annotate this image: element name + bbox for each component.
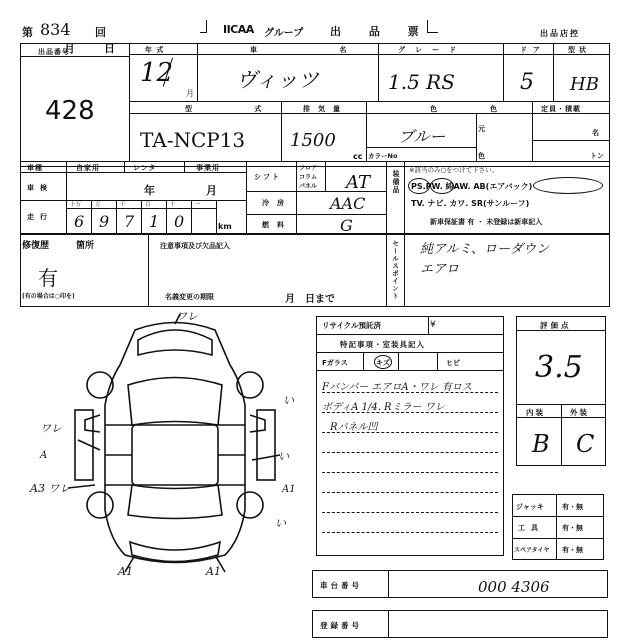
displacement-value: 1500 [290, 130, 336, 151]
cooler-label: 冷房 [262, 199, 292, 207]
inspection-year: 年 [144, 184, 155, 197]
displacement-label: 排気量 [303, 105, 348, 113]
shift-opt-floor: フロア [299, 165, 318, 172]
mileage-digit: 9 [99, 212, 110, 231]
shift-opt-panel: パネル [299, 183, 318, 190]
km-unit: km [218, 222, 232, 231]
diagram-note-right-3: A1 [282, 484, 296, 495]
sales-note-2: エアロ [420, 262, 460, 277]
usage-business-label: 事業用 [196, 164, 220, 172]
mileage-digit: 0 [174, 212, 185, 231]
glass-scratch-label: キズ [376, 359, 390, 367]
color-label-2: 色 [490, 105, 498, 113]
spare-label: スペアタイヤ [514, 547, 550, 554]
inspection-month: 月 [206, 184, 217, 197]
lane-suffix: 回 [95, 26, 106, 39]
usage-rental-label: レンタ [133, 164, 157, 172]
lane-prefix: 第 [22, 26, 33, 39]
car-body-diagram [40, 310, 310, 580]
mileage-head: 十万 [70, 202, 82, 208]
mileage-head: 千 [120, 202, 126, 208]
diagram-note-front: ワレ [176, 310, 198, 323]
special-note-3: Rパネル凹 [330, 422, 378, 433]
mileage-digit: 1 [149, 212, 160, 231]
diagram-note-right-1: い [283, 394, 294, 407]
mileage-label: 走行 [27, 213, 53, 221]
exterior-value: C [576, 430, 595, 458]
spare-yes-no: 有・無 [562, 546, 583, 554]
year-suffix: 月 [186, 89, 194, 98]
mileage-digit: 6 [74, 212, 85, 231]
shift-label: シフト [254, 173, 281, 181]
color-label: 色 [430, 105, 438, 113]
diagram-note-left-rear: A [40, 450, 48, 461]
repair-place-label: 箇所 [76, 241, 95, 251]
repair-history-label: 修復歴 [22, 241, 50, 251]
diagram-note-left-front: ワレ [40, 422, 62, 435]
inspection-label: 車検 [27, 184, 53, 192]
repair-note: (有の場合は○印を) [22, 293, 75, 300]
registration-label: 登録番号 [320, 621, 362, 630]
score-value: 3.5 [535, 350, 583, 385]
diagram-note-right-4: い [275, 517, 286, 530]
fuel-label: 燃料 [262, 221, 292, 229]
diagram-note-bottom-right: A1 [206, 565, 221, 578]
color-no-label: カラーNo [368, 152, 398, 160]
fuel-value: G [340, 216, 353, 235]
chassis-label: 車台番号 [320, 581, 362, 590]
tools-yes-no: 有・無 [562, 524, 583, 532]
car-name-label: 車 名 [250, 46, 387, 54]
form-title: 出 品 票 [330, 25, 431, 38]
mileage-head: 十 [170, 202, 176, 208]
doors-label: ドア [520, 46, 546, 54]
special-note-2: ボディA 1/4. Rミラー ワレ [322, 402, 445, 413]
equipment-label: 装備品 [392, 170, 400, 194]
tools-label: 工具 [518, 524, 544, 532]
brand-logo: IICAA [223, 23, 254, 36]
recycle-label: リサイクル預託済 [322, 321, 381, 330]
until-label: 月 日まで [285, 294, 335, 305]
header-month: 月 [64, 42, 75, 55]
score-label: 評価点 [540, 321, 572, 330]
color-suffix: 元 [478, 125, 485, 133]
shift-value: AT [346, 172, 371, 193]
mileage-digit: 7 [124, 212, 135, 231]
body-label: 型状 [568, 46, 590, 54]
capacity-label: 定員・積載 [541, 105, 581, 113]
lot-number-label: 出品番号 [38, 48, 70, 56]
body-value: HB [570, 74, 599, 95]
model-label: 型 式 [185, 105, 292, 113]
sales-point-label: セールスポイント [391, 240, 399, 300]
repair-value: 有 [38, 266, 58, 290]
equipment-line2: TV. ナビ. カワ. SR(サンルーフ) [411, 199, 530, 208]
pw-circle [430, 178, 454, 194]
cooler-value: AAC [330, 194, 366, 213]
name-change-label: 名義変更の期限 [165, 293, 214, 301]
caution-label: 注意事項及び欠品記入 [160, 242, 230, 250]
capacity-unit: 名 [592, 129, 599, 137]
diagram-note-bottom-left: A1 [118, 565, 133, 578]
doors-value: 5 [520, 70, 534, 95]
equipment-line1: PS.PW. 純AW. AB(エアバック) [411, 182, 533, 191]
jack-label: ジャッキ [516, 503, 544, 511]
interior-value: B [532, 430, 550, 458]
year-label: 年 式 [145, 46, 165, 54]
grade-value: 1.5 RS [388, 70, 455, 94]
exterior-label: 外装 [570, 408, 589, 417]
yen-mark: ¥ [430, 320, 436, 330]
store-copy-label: 出品店控 [540, 29, 580, 38]
mileage-head: 百 [145, 202, 151, 208]
chassis-value: 000 4306 [478, 578, 550, 596]
jack-yes-no: 有・無 [562, 503, 583, 511]
shift-opt-column: コラム [299, 174, 317, 181]
brand-group: グループ [264, 28, 304, 39]
diagram-note-right-2: い [278, 450, 289, 463]
year-value: 12 [140, 58, 174, 88]
glass-label: Fガラス [322, 359, 348, 367]
lot-number-value: 428 [45, 96, 95, 126]
bracket-mark-right [427, 20, 438, 33]
usage-own-label: 自家用 [76, 164, 100, 172]
glass-scratch-circle [374, 355, 392, 369]
color-no-char: 色 [478, 152, 485, 160]
cc-unit: cc [353, 152, 363, 161]
load-unit: トン [590, 152, 604, 160]
sales-note-1: 純アルミ、ローダウン [420, 242, 549, 257]
vehicle-type-label: 車種 [27, 164, 43, 172]
ps-circle [408, 178, 430, 194]
equipment-note: ※該当のみ○をつけて下さい。 [409, 166, 499, 174]
equipment-line3: 新車保証書 有 ・ 未登録は新車記入 [430, 218, 543, 226]
mileage-head: 万 [95, 202, 101, 208]
diagram-note-left-rear-detail: A3 ワレ [30, 482, 71, 495]
car-name-value: ヴィッツ [236, 68, 319, 92]
mileage-head: 一 [195, 202, 201, 208]
ab-circle [533, 177, 603, 194]
grade-label: グレード [398, 46, 466, 54]
interior-label: 内装 [526, 408, 545, 417]
special-notes-label: 特記事項・室装具記入 [340, 340, 425, 349]
bracket-mark [200, 20, 207, 33]
special-note-1: Fバンパー エアロA・ワレ 有ロス [322, 382, 472, 393]
header-day: 日 [104, 42, 115, 55]
lane-number: 834 [40, 20, 71, 39]
glass-crack-label: ヒビ [446, 359, 460, 367]
color-value: ブルー [398, 127, 446, 146]
model-value: TA-NCP13 [140, 128, 246, 152]
